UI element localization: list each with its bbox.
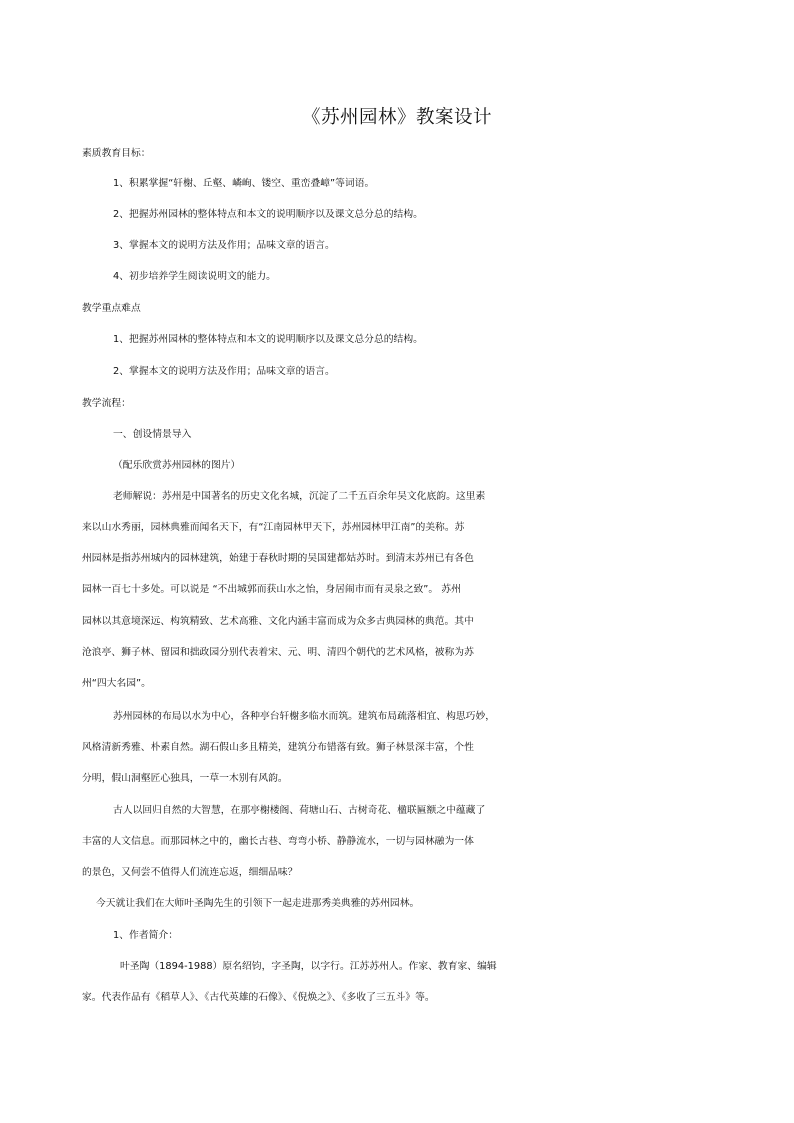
section-heading-quality-goals: 素质教育目标：	[82, 148, 151, 159]
paragraph-author-line-2: 家。代表作品有《稻草人》、《古代英雄的石像》、《倪焕之》、《多收了三五斗》等。	[82, 992, 435, 1003]
document-title: 《苏州园林》教案设计	[301, 107, 492, 128]
goal-item-1: 1、积累掌握“轩榭、丘壑、嶙峋、镂空、重峦叠嶂”等词语。	[113, 178, 375, 189]
paragraph-teacher-line-7: 州“四大名园”。	[82, 678, 151, 689]
subsection-heading-author: 1、作者简介：	[113, 930, 179, 941]
section-heading-key-points: 教学重点难点	[82, 303, 141, 314]
paragraph-layout-line-3: 分明，假山洞壑匠心独具，一草一木别有风韵。	[82, 773, 288, 784]
paragraph-wisdom-line-2: 丰富的人文信息。而那园林之中的，幽长古巷、弯弯小桥、静静流水，一切与园林融为一体	[82, 836, 474, 847]
paragraph-teacher-line-4: 园林一百七十多处。可以说是 “不出城郭而获山水之怡，身居闹市而有灵泉之致”。 苏州	[82, 584, 461, 595]
paragraph-wisdom-line-1: 古人以回归自然的大智慧，在那亭榭楼阁、荷塘山石、古树奇花、楹联匾额之中蕴藏了	[113, 805, 486, 816]
paragraph-teacher-line-3: 州园林是指苏州城内的园林建筑，始建于春秋时期的吴国建都姑苏时。到清末苏州已有各色	[82, 553, 474, 564]
goal-item-2: 2、把握苏州园林的整体特点和本文的说明顺序以及课文总分总的结构。	[113, 209, 423, 220]
section-heading-process: 教学流程：	[82, 398, 131, 409]
paragraph-wisdom-line-3: 的景色，又何尝不值得人们流连忘返，细细品味？	[82, 867, 298, 878]
paragraph-teacher-line-1: 老师解说：苏州是中国著名的历史文化名城，沉淀了二千五百余年吴文化底韵。这里素	[113, 491, 486, 502]
key-point-1: 1、把握苏州园林的整体特点和本文的说明顺序以及课文总分总的结构。	[113, 334, 423, 345]
paragraph-today-intro: 今天就让我们在大师叶圣陶先生的引领下一起走进那秀美典雅的苏州园林。	[96, 898, 420, 909]
key-point-2: 2、掌握本文的说明方法及作用；品味文章的语言。	[113, 366, 335, 377]
paragraph-teacher-line-2: 来以山水秀丽，园林典雅而闻名天下，有“江南园林甲天下，苏州园林甲江南”的美称。苏	[82, 522, 465, 533]
goal-item-4: 4、初步培养学生阅读说明文的能力。	[113, 271, 276, 282]
paragraph-layout-line-2: 风格清新秀雅、朴素自然。湖石假山多且精美，建筑分布错落有致。狮子林景深丰富，个性	[82, 742, 474, 753]
paragraph-teacher-line-6: 沧浪亭、狮子林、留园和拙政园分别代表着宋、元、明、清四个朝代的艺术风格，被称为苏	[82, 647, 474, 658]
paragraph-layout-line-1: 苏州园林的布局以水为中心，各种亭台轩榭多临水而筑。建筑布局疏落相宜、构思巧妙，	[113, 711, 496, 722]
goal-item-3: 3、掌握本文的说明方法及作用；品味文章的语言。	[113, 240, 335, 251]
subsection-heading-intro: 一、创设情景导入	[113, 429, 192, 440]
paragraph-author-line-1: 叶圣陶（1894-1988）原名绍钧，字圣陶，以字行。江苏苏州人。作家、教育家、编辑	[120, 961, 497, 972]
music-note: （配乐欣赏苏州园林的图片）	[113, 460, 241, 471]
paragraph-teacher-line-5: 园林以其意境深远、构筑精致、艺术高雅、文化内涵丰富而成为众多古典园林的典范。其中	[82, 616, 474, 627]
